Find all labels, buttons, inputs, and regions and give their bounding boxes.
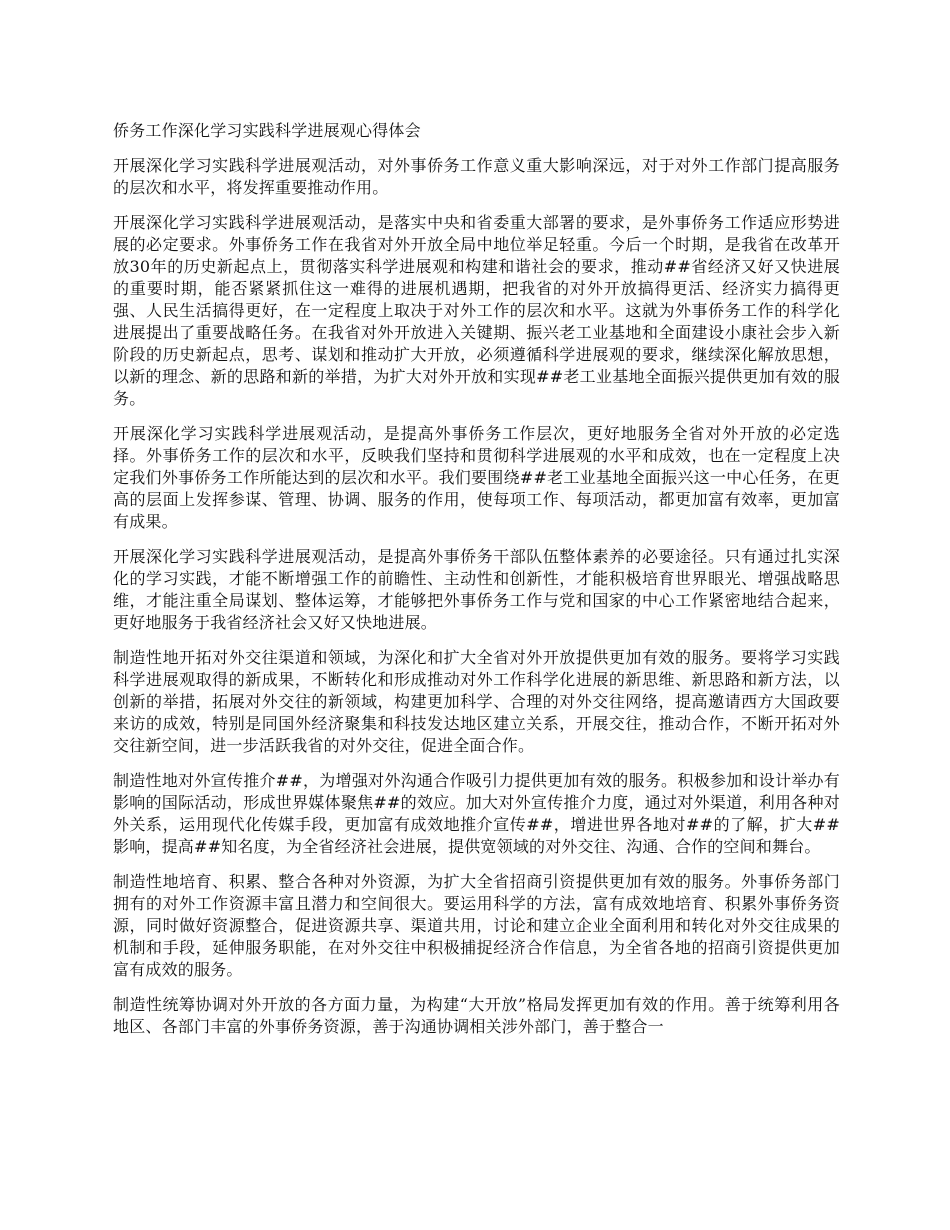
paragraph-1: 开展深化学习实践科学进展观活动，对外事侨务工作意义重大影响深远，对于对外工作部门提高服务的层次和水平，将发挥重要推动作用。: [113, 156, 840, 197]
paragraph-7: 制造性地培育、积累、整合各种对外资源，为扩大全省招商引资提供更加有效的服务。外事侨务部门拥有的对外工作资源丰富且潜力和空间很大。要运用科学的方法，富有成效地培育、积累外事侨务资源，同时做好资源整合，促进资源共享、渠道共用，讨论和建立企业全面利用和转化对外交往成果的机制和手段，延伸服务职能，在对外交往中积极捕捉经济合作信息，为全省各地的招商引资提供更加富有成效的服务。: [113, 872, 840, 979]
paragraph-3: 开展深化学习实践科学进展观活动，是提高外事侨务工作层次，更好地服务全省对外开放的必定选择。外事侨务工作的层次和水平，反映我们坚持和贯彻科学进展观的水平和成效，也在一定程度上决定我们外事侨务工作所能达到的层次和水平。我们要围绕##老工业基地全面振兴这一中心任务，在更高的层面上发挥参谋、管理、协调、服务的作用，使每项工作、每项活动，都更加富有效率，更加富有成果。: [113, 424, 840, 531]
paragraph-4: 开展深化学习实践科学进展观活动，是提高外事侨务干部队伍整体素养的必要途径。只有通过扎实深化的学习实践，才能不断增强工作的前瞻性、主动性和创新性，才能积极培育世界眼光、增强战略思维，才能注重全局谋划、整体运筹，才能够把外事侨务工作与党和国家的中心工作紧密地结合起来，更好地服务于我省经济社会又好又快地进展。: [113, 547, 840, 632]
document-body: [113, 120, 840, 1051]
paragraph-5: 制造性地开拓对外交往渠道和领域，为深化和扩大全省对外开放提供更加有效的服务。要将学习实践科学进展观取得的新成果，不断转化和形成推动对外工作科学化进展的新思维、新思路和新方法，以创新的举措，拓展对外交往的新领域，构建更加科学、合理的对外交往网络，提高邀请西方大国政要来访的成效，特别是同国外经济聚集和科技发达地区建立关系，开展交往，推动合作，不断开拓对外交往新空间，进一步活跃我省的对外交往，促进全面合作。: [113, 648, 840, 755]
paragraph-8: 制造性统筹协调对外开放的各方面力量，为构建“大开放”格局发挥更加有效的作用。善于统筹利用各地区、各部门丰富的外事侨务资源，善于沟通协调相关涉外部门，善于整合一: [113, 995, 840, 1036]
document-title: 侨务工作深化学习实践科学进展观心得体会: [113, 121, 421, 140]
paragraph-6: 制造性地对外宣传推介##，为增强对外沟通合作吸引力提供更加有效的服务。积极参加和设计举办有影响的国际活动，形成世界媒体聚焦##的效应。加大对外宣传推介力度，通过对外渠道，利用各种对外关系，运用现代化传媒手段，更加富有成效地推介宣传##，增进世界各地对##的了解，扩大##影响，提高##知名度，为全省经济社会进展，提供宽领域的对外交往、沟通、合作的空间和舞台。: [113, 771, 840, 856]
paragraph-2: 开展深化学习实践科学进展观活动，是落实中央和省委重大部署的要求，是外事侨务工作适应形势进展的必定要求。外事侨务工作在我省对外开放全局中地位举足轻重。今后一个时期，是我省在改革开放30年的历史新起点上，贯彻落实科学进展观和构建和谐社会的要求，推动##省经济又好又快进展的重要时期，能否紧紧抓住这一难得的进展机遇期，把我省的对外开放搞得更活、经济实力搞得更强、人民生活搞得更好，在一定程度上取决于对外工作的层次和水平。这就为外事侨务工作的科学化进展提出了重要战略任务。在我省对外开放进入关键期、振兴老工业基地和全面建设小康社会步入新阶段的历史新起点，思考、谋划和推动扩大开放，必须遵循科学进展观的要求，继续深化解放思想，以新的理念、新的思路和新的举措，为扩大对外开放和实现##老工业基地全面振兴提供更加有效的服务。: [113, 213, 840, 408]
